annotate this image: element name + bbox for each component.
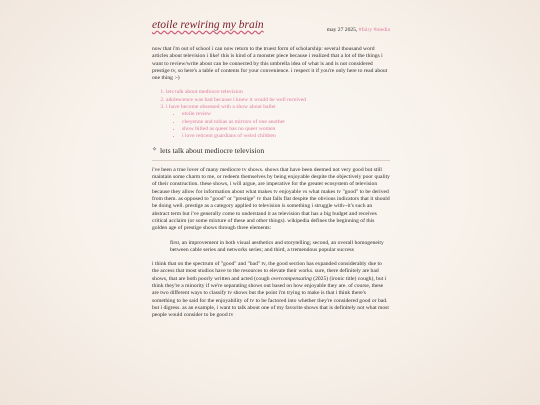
diamond-icon: ✧ <box>152 146 158 153</box>
section-heading <box>152 147 390 154</box>
para2-text-a: i think that on the spectrum of "good" and "bad" tv, the good section has expanded considerably due to the access that most studios have to the resources to elevate their works. sure, there definitely are bad shows, that are both poorly written and acted (cough <box>152 261 382 282</box>
block-quote: first, an improvement in both visual aesthetics and storytelling; second, an overall homogeneity between cable series and networks series; and third, a tremendous popular success <box>170 239 384 253</box>
site-title-link[interactable]: etoile rewiring my brain <box>152 19 264 31</box>
blog-post <box>152 20 390 327</box>
para2-text-b: (2025) (ironic title) cough), but i think they're a minority if we're separating shows out based on how enjoyable they are. of course, these are two different ways to classify tv shows but the point i'm trying to make is that i think there's something to be said for the enjoyability of tv to be factored into whether they're considered good or bad. but i digress. as an example, i want to talk about one of my favorite shows that is definitely not what most people would consider to be good tv <box>152 275 389 319</box>
toc-link-mediocre-tv[interactable]: lets talk about mediocre television <box>166 89 243 96</box>
toc-sub-item: • cheyenne and tobias as mirrors of one another <box>182 119 390 126</box>
post-meta <box>327 27 390 34</box>
toc-sub-item: • etoile review <box>182 111 390 118</box>
post-date: may 27 2025, <box>326 27 358 33</box>
intro-paragraph: now that i'm out of school i can now return to the truest form of scholarship: several thousand word articles about television i like! this is kind of a monster piece because i realized that a lot of the things i want to review/write about can be connected by this umbrella idea of what is and is not considered prestige tv, so here's a table of contents for your convenience. i respect it if you're only here to read about one thing :-) <box>152 46 388 82</box>
body-paragraph: i've been a true lover of many mediocre tv shows. shows that have been deemed not very good but still maintain some charm to me, or redeem themselves by being enjoyable despite the objectively poor quality of their construction. these shows, i will argue, are imperative for the greater ecosystem of television because they allow for information about what makes tv enjoyable vs what makes tv "good" to be derived from them. as opposed to "good" or "prestige" tv that falls flat despite the obvious indicators that it should be doing well. prestige as a category applied to television is something i struggle with--it's such an abstract term but i've generally come to understand it as television that has a big budget and receives critical acclaim (or some mixture of these and other things). wikipedia defines the beginning of this golden age of prestige shows through three elements: <box>152 166 390 232</box>
section-heading-text: lets talk about mediocre television <box>160 145 265 155</box>
post-header <box>152 20 390 46</box>
post-tags-link[interactable]: #fairy #media <box>358 27 390 33</box>
toc-link-ballet[interactable]: i have become obsessed with a show about ballet <box>166 104 276 111</box>
section-divider <box>152 160 390 161</box>
toc-sublist <box>166 111 390 140</box>
toc-sub-item: • show billed as queer has no queer women <box>182 126 390 133</box>
toc-link-adolescence[interactable]: adolescence was bad because i knew it would be well received <box>166 96 307 103</box>
toc-sub-item: • i love reticent guardians of weird children <box>182 133 390 140</box>
body-paragraph-2 <box>152 261 390 319</box>
table-of-contents <box>152 89 390 140</box>
show-title-emphasis: overcompensating <box>271 275 312 282</box>
